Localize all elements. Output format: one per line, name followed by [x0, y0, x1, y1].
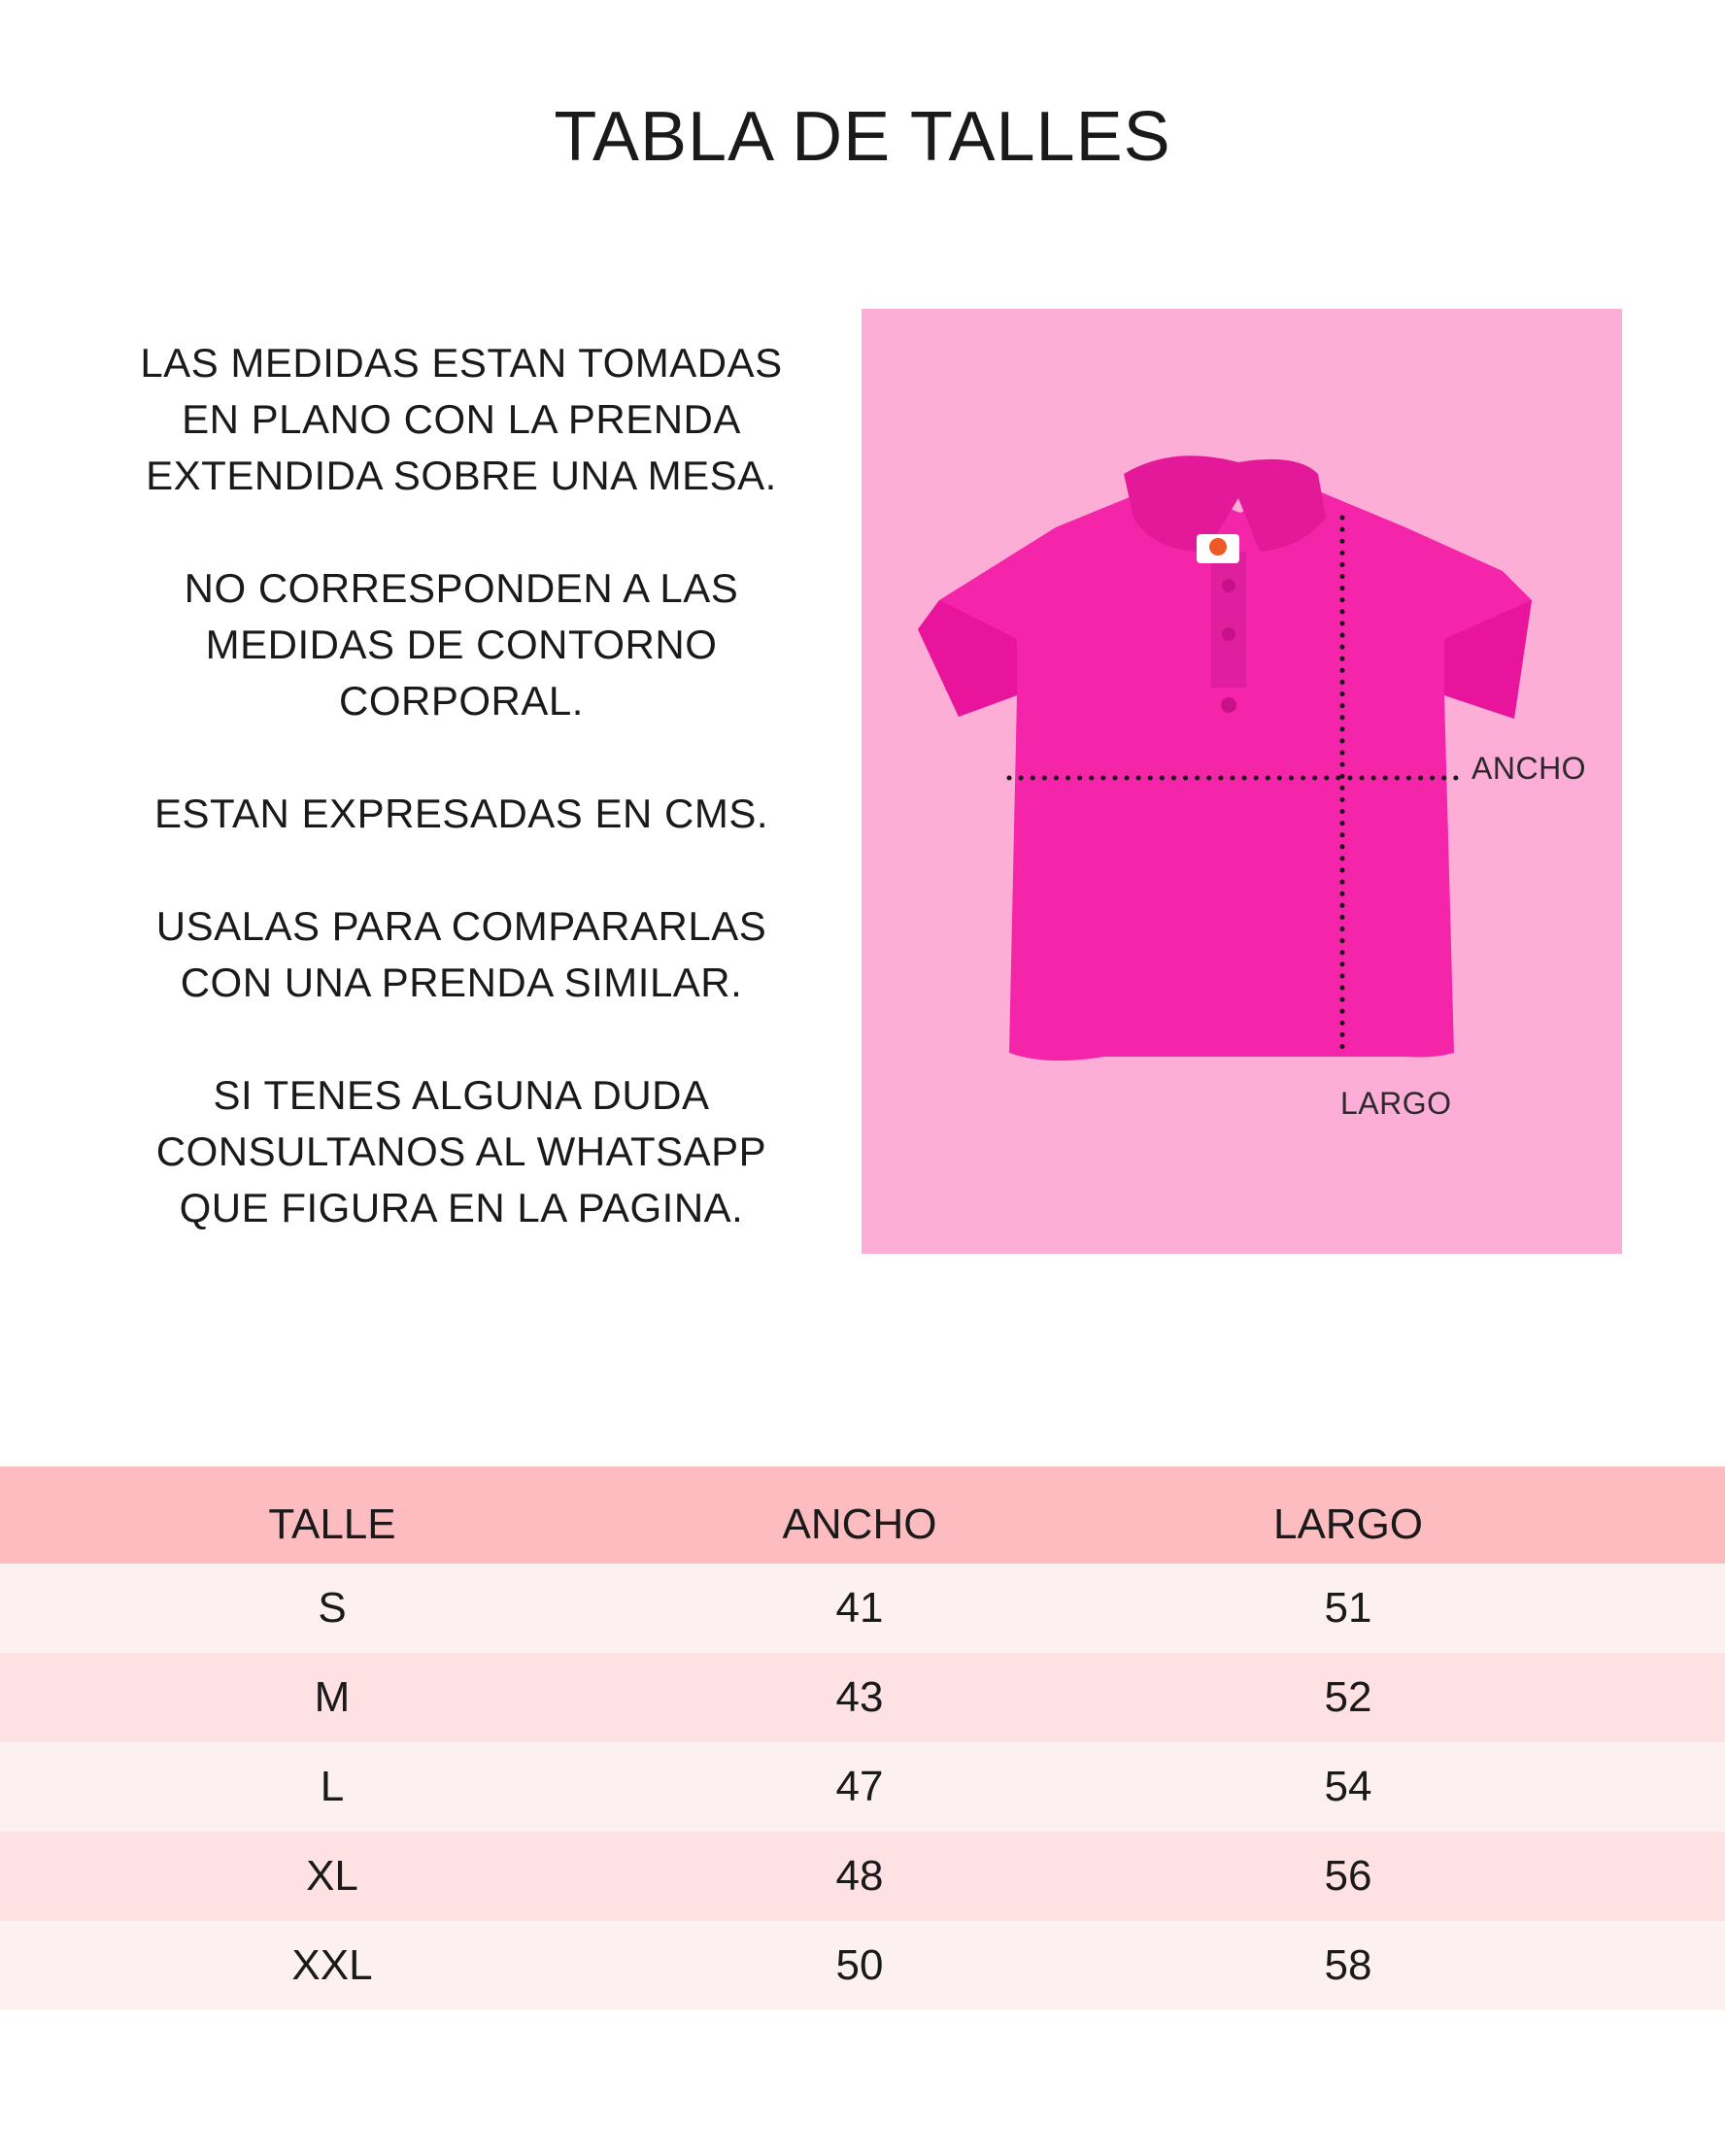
table-row — [0, 1653, 1725, 1742]
size-table — [0, 1466, 1725, 2010]
table-row — [0, 1921, 1725, 2010]
instruction-paragraph: ESTAN EXPRESADAS EN CMS. — [153, 791, 769, 836]
instruction-paragraph: USALAS PARA COMPARARLAS CON UNA PRENDA SIMILAR. — [155, 903, 767, 1005]
cell-talle: M — [314, 1673, 351, 1721]
table-row — [0, 1564, 1725, 1653]
largo-label: LARGO — [1340, 1086, 1452, 1121]
cell-largo: 56 — [1324, 1852, 1372, 1900]
cell-largo: 58 — [1324, 1941, 1372, 1989]
cell-talle: XXL — [291, 1941, 373, 1989]
page-title: TABLA DE TALLES — [554, 98, 1171, 176]
polo-shirt-photo — [862, 309, 1622, 1254]
table-row — [0, 1742, 1725, 1832]
cell-ancho: 48 — [835, 1852, 884, 1900]
measurement-instructions — [126, 335, 796, 1293]
cell-ancho: 47 — [835, 1763, 884, 1810]
instruction-paragraph: SI TENES ALGUNA DUDA CONSULTANOS AL WHATSAPP QUE FIGURA EN LA PAGINA. — [155, 1072, 767, 1230]
cell-ancho: 50 — [835, 1941, 884, 1989]
column-header-ancho: ANCHO — [782, 1500, 937, 1548]
cell-talle: XL — [306, 1852, 358, 1900]
cell-largo: 52 — [1324, 1673, 1372, 1721]
cell-talle: L — [320, 1763, 345, 1810]
table-row — [0, 1832, 1725, 1921]
ancho-label: ANCHO — [1471, 751, 1587, 786]
cell-talle: S — [318, 1584, 347, 1632]
cell-largo: 54 — [1324, 1763, 1372, 1810]
column-header-largo: LARGO — [1272, 1500, 1424, 1548]
cell-ancho: 41 — [835, 1584, 884, 1632]
instruction-paragraph: NO CORRESPONDEN A LAS MEDIDAS DE CONTORNO CORPORAL. — [184, 565, 739, 724]
column-header-talle: TALLE — [268, 1500, 396, 1548]
instruction-paragraph: LAS MEDIDAS ESTAN TOMADAS EN PLANO CON LA PRENDA EXTENDIDA SOBRE UNA MESA. — [140, 340, 783, 498]
table-header — [0, 1466, 1725, 1564]
cell-ancho: 43 — [835, 1673, 884, 1721]
cell-largo: 51 — [1324, 1584, 1372, 1632]
